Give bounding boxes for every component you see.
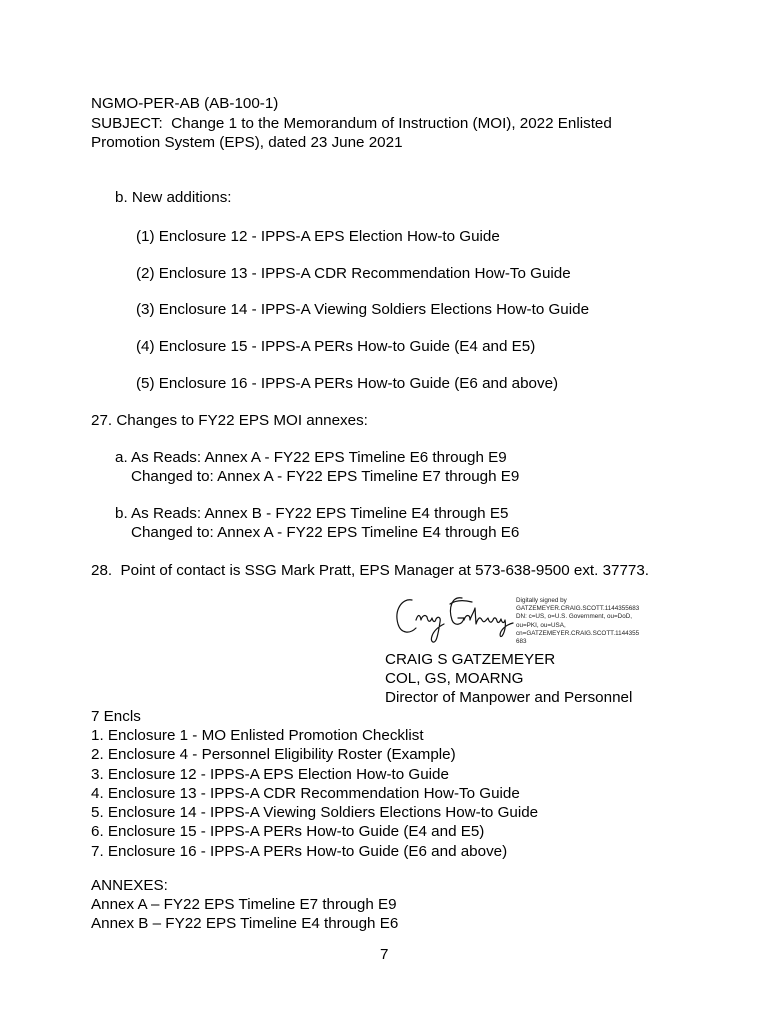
paragraph-27: 27. Changes to FY22 EPS MOI annexes: [91, 412, 368, 429]
signer-rank: COL, GS, MOARNG [385, 670, 524, 687]
sig-meta-line: Digitally signed by [516, 597, 567, 604]
para27a-changed-to: Changed to: Annex A - FY22 EPS Timeline E7 through E9 [131, 468, 520, 485]
para27a-as-reads: a. As Reads: Annex A - FY22 EPS Timeline E6 through E9 [115, 449, 507, 466]
addition-item: (5) Enclosure 16 - IPPS-A PERs How-to Guide (E6 and above) [136, 375, 559, 392]
annex-item: Annex A – FY22 EPS Timeline E7 through E9 [91, 896, 397, 913]
office-symbol: NGMO-PER-AB (AB-100-1) [91, 95, 279, 112]
annex-item: Annex B – FY22 EPS Timeline E4 through E6 [91, 915, 399, 932]
paragraph-28: 28. Point of contact is SSG Mark Pratt, EPS Manager at 573-638-9500 ext. 37773. [91, 562, 650, 579]
subject-line-2: Promotion System (EPS), dated 23 June 2021 [91, 134, 403, 151]
addition-item: (4) Enclosure 15 - IPPS-A PERs How-to Guide (E4 and E5) [136, 338, 536, 355]
handwritten-signature-icon [392, 590, 516, 646]
new-additions-heading: b. New additions: [115, 189, 232, 206]
enclosure-item: 3. Enclosure 12 - IPPS-A EPS Election How-to Guide [91, 766, 449, 783]
enclosure-item: 4. Enclosure 13 - IPPS-A CDR Recommendation How-To Guide [91, 785, 520, 802]
enclosure-item: 2. Enclosure 4 - Personnel Eligibility Roster (Example) [91, 746, 456, 763]
enclosure-item: 6. Enclosure 15 - IPPS-A PERs How-to Guide (E4 and E5) [91, 823, 485, 840]
addition-item: (3) Enclosure 14 - IPPS-A Viewing Soldiers Elections How-to Guide [136, 301, 590, 318]
enclosures-heading: 7 Encls [91, 708, 141, 725]
para27b-as-reads: b. As Reads: Annex B - FY22 EPS Timeline E4 through E5 [115, 505, 509, 522]
para27b-changed-to: Changed to: Annex A - FY22 EPS Timeline E4 through E6 [131, 524, 520, 541]
enclosure-item: 5. Enclosure 14 - IPPS-A Viewing Soldiers Elections How-to Guide [91, 804, 539, 821]
signer-title: Director of Manpower and Personnel [385, 689, 633, 706]
digital-signature-details [516, 597, 656, 646]
addition-item: (1) Enclosure 12 - IPPS-A EPS Election How-to Guide [136, 228, 500, 245]
annexes-heading: ANNEXES: [91, 877, 168, 894]
signer-name: CRAIG S GATZEMEYER [385, 651, 556, 668]
enclosure-item: 1. Enclosure 1 - MO Enlisted Promotion Checklist [91, 727, 424, 744]
page-number: 7 [380, 946, 389, 963]
addition-item: (2) Enclosure 13 - IPPS-A CDR Recommendation How-To Guide [136, 265, 571, 282]
sig-meta-line: 683 [516, 638, 527, 646]
subject-line-1: SUBJECT: Change 1 to the Memorandum of Instruction (MOI), 2022 Enlisted [91, 115, 612, 132]
digital-signature [392, 590, 652, 646]
sig-meta-line: cn=GATZEMEYER.CRAIG.SCOTT.1144355 [516, 629, 640, 637]
sig-meta-line: GATZEMEYER.CRAIG.SCOTT.1144355683 [516, 605, 640, 613]
sig-meta-line: ou=PKI, ou=USA, [516, 621, 566, 629]
enclosure-item: 7. Enclosure 16 - IPPS-A PERs How-to Guide (E6 and above) [91, 843, 508, 860]
sig-meta-line: DN: c=US, o=U.S. Government, ou=DoD, [516, 613, 633, 621]
